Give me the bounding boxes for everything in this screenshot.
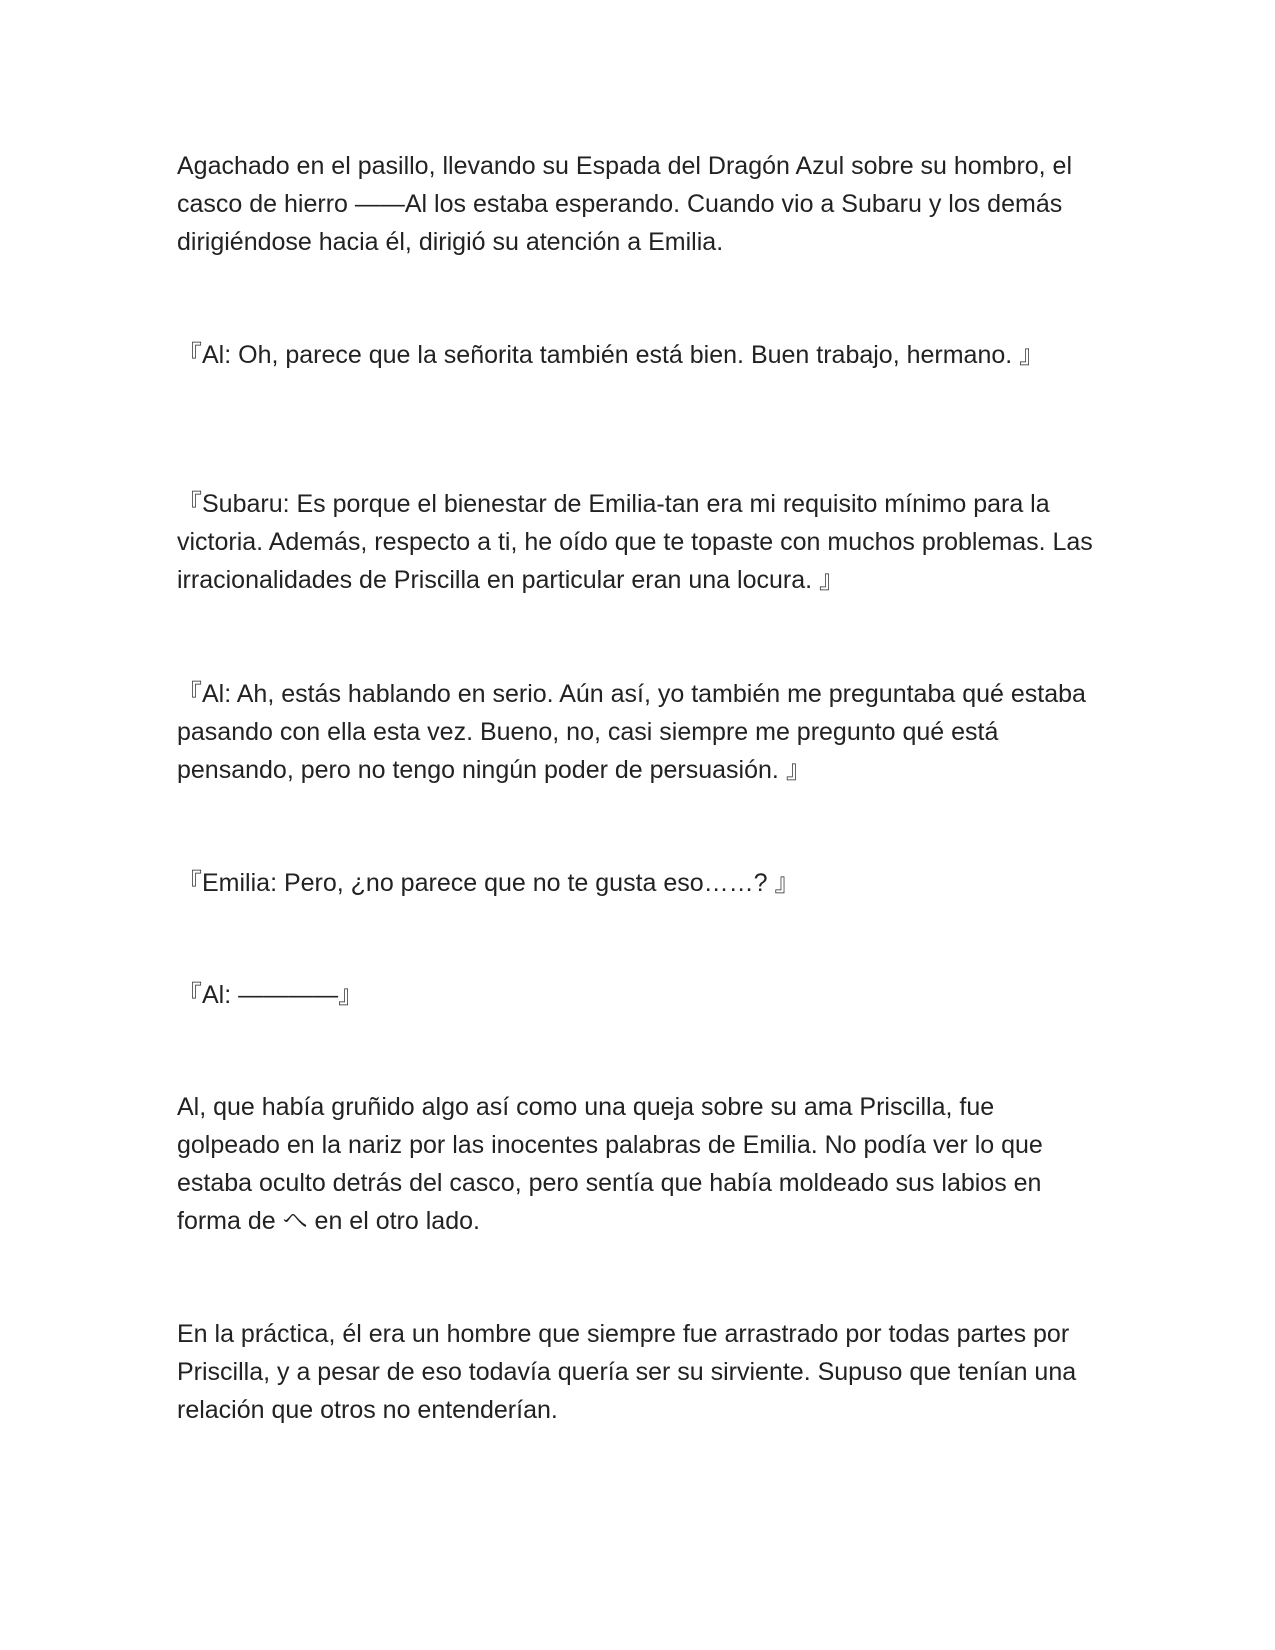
narration-paragraph: Al, que había gruñido algo así como una queja sobre su ama Priscilla, fue golpeado en la nariz por las inocentes palabras de Emilia. No podía ver lo que estaba oculto detrás del casco, pero sentía que había moldeado sus labios en forma de へ en el otro lado. [177,1093,1050,1235]
dialogue-line-subaru: 『Subaru: Es porque el bienestar de Emilia-tan era mi requisito mínimo para la victoria. Además, respecto a ti, he oído que te topaste con muchos problemas. Las irracionalidades de Priscilla en particular eran una locura. 』 [177,490,1100,594]
dialogue-line-emilia: 『Emilia: Pero, ¿no parece que no te gusta eso……? 』 [177,869,800,897]
dialogue-line-al: 『Al: ————』 [177,981,364,1009]
dialogue-line-al: 『Al: Oh, parece que la señorita también está bien. Buen trabajo, hermano. 』 [177,341,1045,369]
dialogue-line-al: 『Al: Ah, estás hablando en serio. Aún así, yo también me preguntaba qué estaba pasando con ella esta vez. Bueno, no, casi siempre me pregunto qué está pensando, pero no tengo ningún poder de persuasión. 』 [177,680,1093,784]
narration-paragraph: En la práctica, él era un hombre que siempre fue arrastrado por todas partes por Priscilla, y a pesar de eso todavía quería ser su sirviente. Supuso que tenían una relación que otros no entenderían. [177,1320,1084,1424]
narration-paragraph: Agachado en el pasillo, llevando su Espada del Dragón Azul sobre su hombro, el casco de hierro ——Al los estaba esperando. Cuando vio a Subaru y los demás dirigiéndose hacia él, dirigió su atención a Emilia. [177,152,1079,256]
